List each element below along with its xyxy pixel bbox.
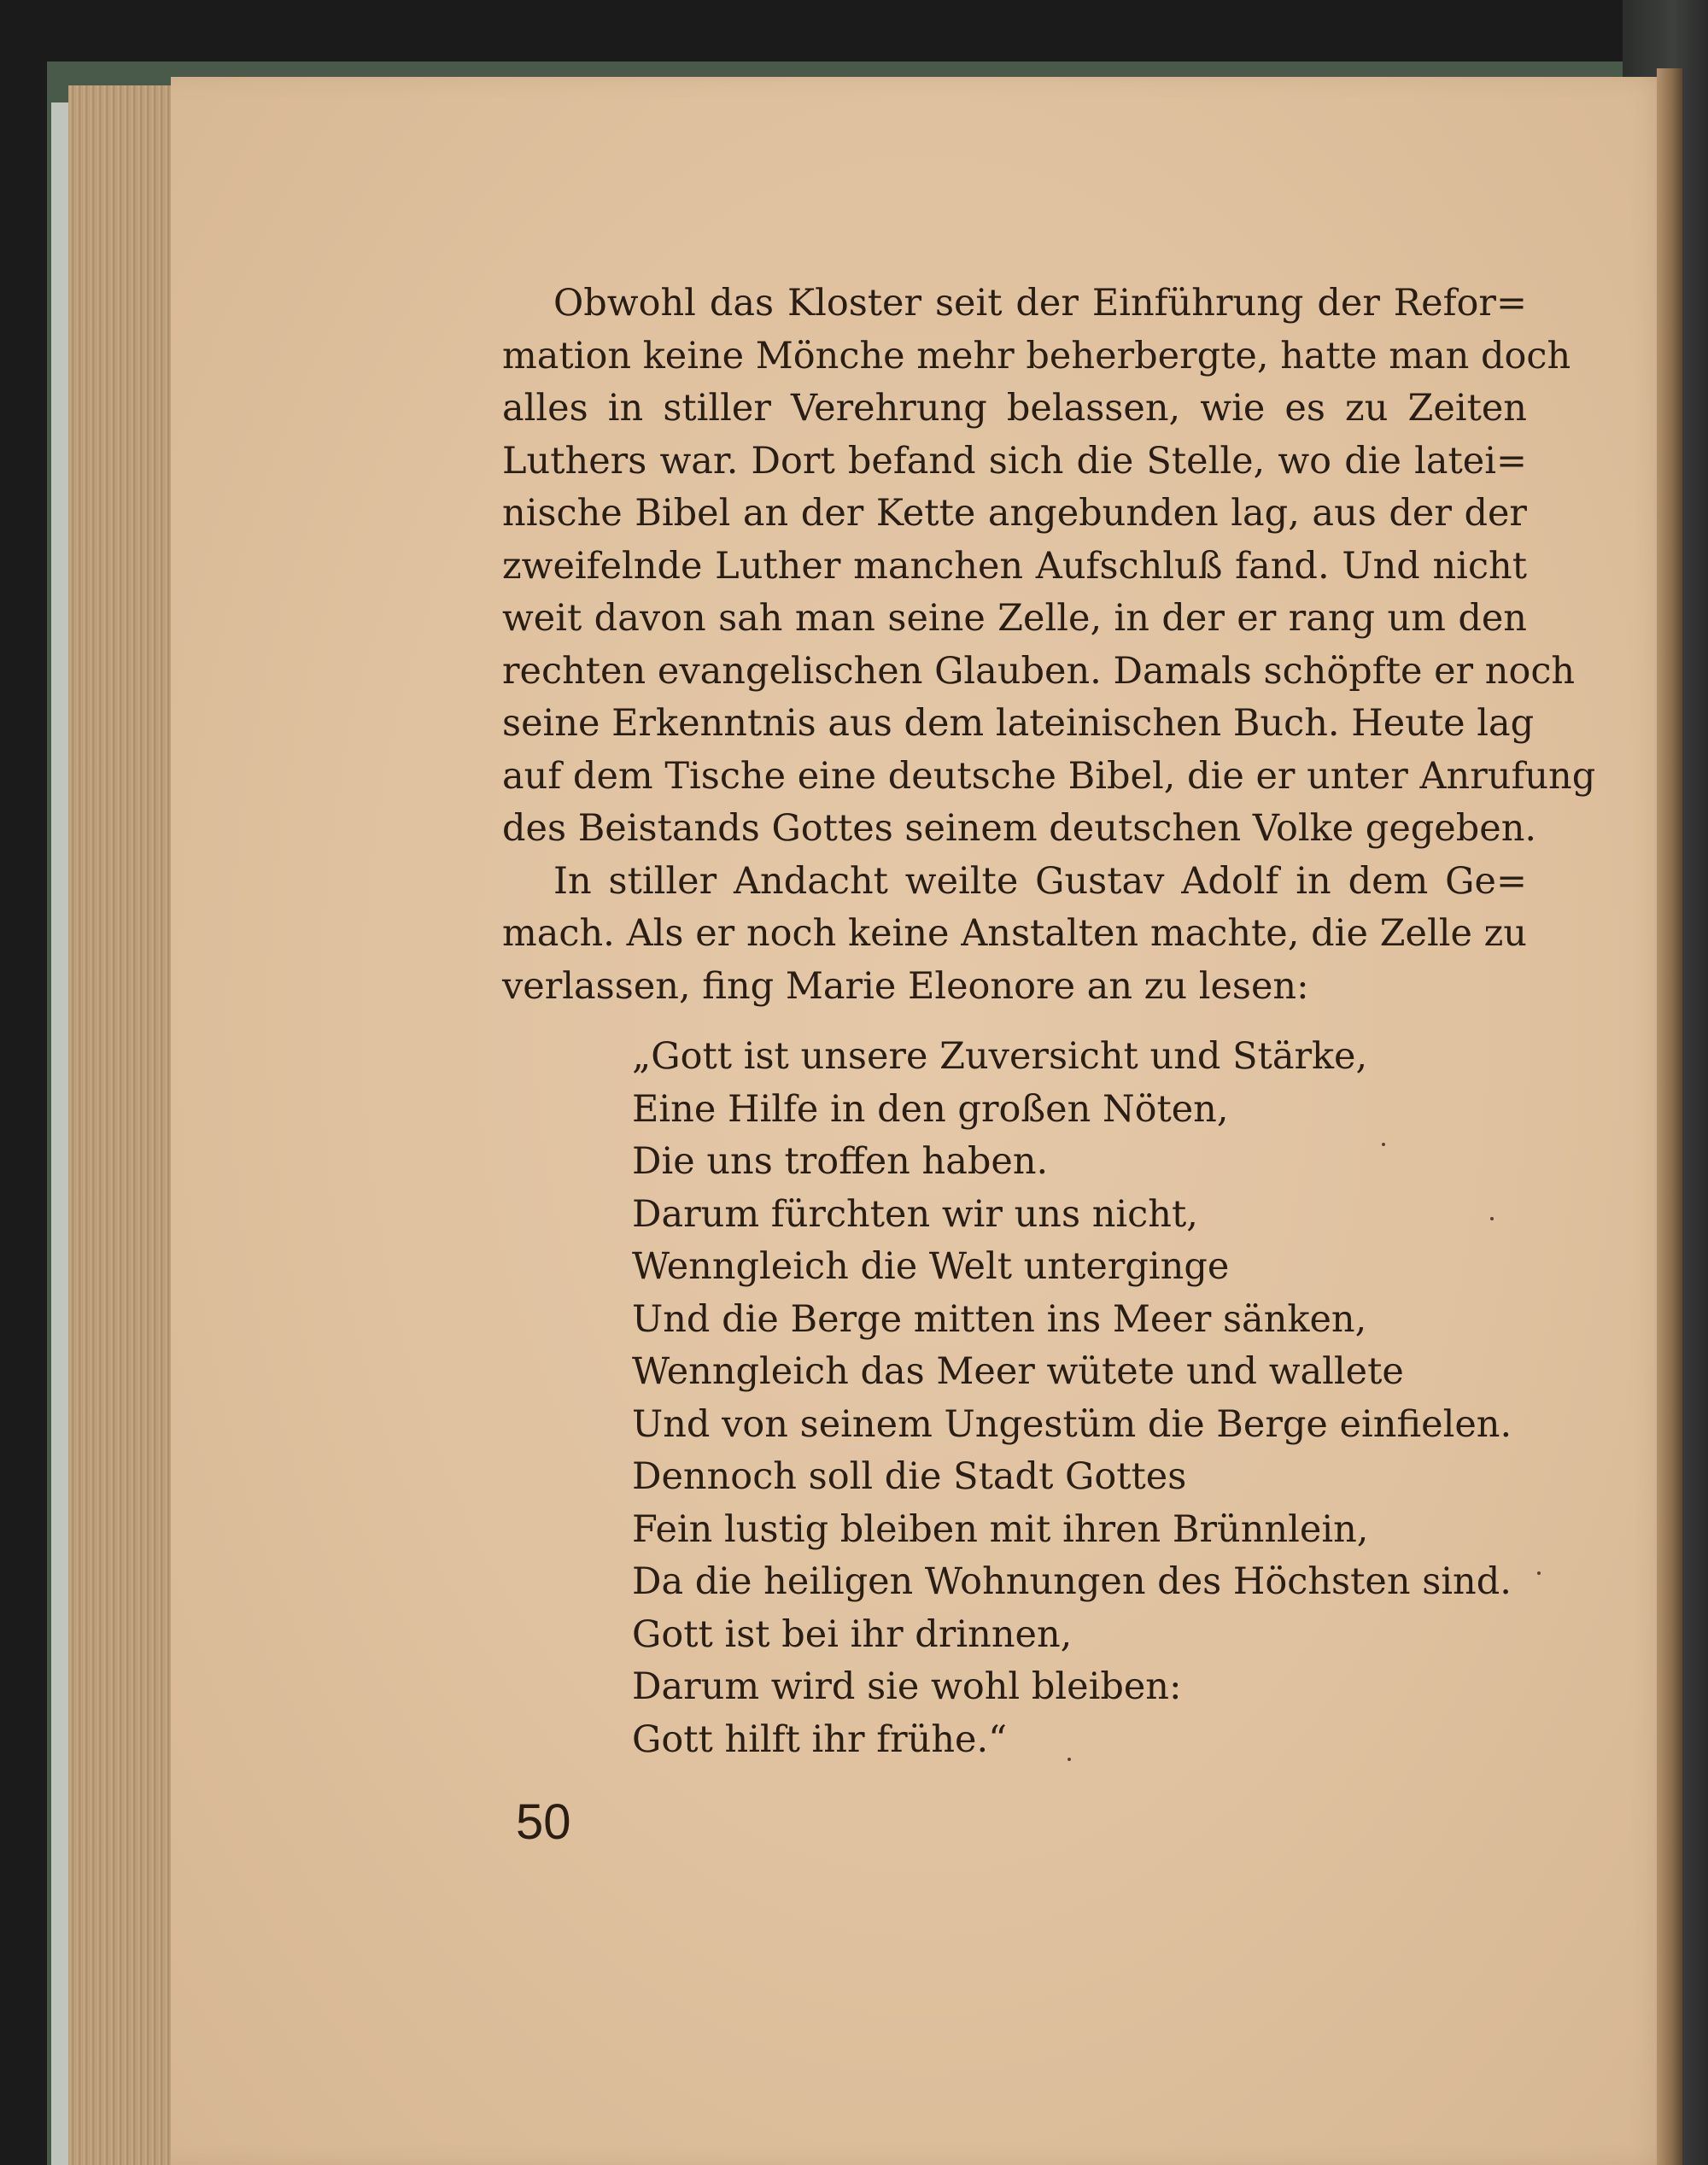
prose-line: Luthers war. Dort befand sich die Stelle, wo die latei= — [502, 439, 1527, 483]
prose-line: mach. Als er noch keine Anstalten machte, die Zelle zu — [502, 912, 1527, 955]
verse-line: Und von seinem Ungestüm die Berge einfielen. — [632, 1402, 1512, 1446]
verse-line: Die uns troffen haben. — [632, 1140, 1049, 1183]
verse-line: Und die Berge mitten ins Meer sänken, — [632, 1297, 1367, 1341]
verse-line: Darum wird sie wohl bleiben: — [632, 1665, 1182, 1708]
page-stack-edges — [68, 85, 188, 2165]
page-gutter — [1657, 68, 1682, 2165]
prose-line: mation keine Mönche mehr beherbergte, hatte man doch — [502, 334, 1571, 377]
prose-line: nische Bibel an der Kette angebunden lag, aus der der — [502, 492, 1527, 535]
paper-speck — [1068, 1758, 1071, 1761]
prose-line: verlassen, fing Marie Eleonore an zu lesen: — [502, 964, 1309, 1008]
prose-line: auf dem Tische eine deutsche Bibel, die er unter Anrufung — [502, 754, 1596, 798]
verse-line: Eine Hilfe in den großen Nöten, — [632, 1087, 1229, 1131]
verse-line: Gott ist bei ihr drinnen, — [632, 1612, 1073, 1656]
prose-line: des Beistands Gottes seinem deutschen Volke gegeben. — [502, 807, 1537, 850]
paper-speck — [1490, 1217, 1494, 1220]
paper-speck — [1382, 1143, 1385, 1146]
verse-line: Darum fürchten wir uns nicht, — [632, 1192, 1198, 1236]
verse-line: Dennoch soll die Stadt Gottes — [632, 1455, 1187, 1498]
prose-line: weit davon sah man seine Zelle, in der er rang um den — [502, 597, 1527, 640]
verse-line: Wenngleich die Welt unterginge — [632, 1245, 1230, 1288]
paper-speck — [1537, 1571, 1541, 1575]
verse-line: „Gott ist unsere Zuversicht und Stärke, — [632, 1035, 1368, 1078]
prose-line: alles in stiller Verehrung belassen, wie es zu Zeiten — [502, 387, 1527, 430]
verse-line: Wenngleich das Meer wütete und wallete — [632, 1350, 1404, 1393]
psalm-quote — [632, 1031, 1512, 1766]
verse-line: Da die heiligen Wohnungen des Höchsten sind. — [632, 1560, 1512, 1603]
prose-line: zweifelnde Luther manchen Aufschluß fand. Und nicht — [502, 544, 1527, 588]
page-number: 50 — [516, 1794, 571, 1850]
prose-text — [502, 278, 1596, 1013]
prose-line: In stiller Andacht weilte Gustav Adolf in dem Ge= — [553, 859, 1527, 903]
verse-line: Fein lustig bleiben mit ihren Brünnlein, — [632, 1507, 1369, 1551]
prose-line: Obwohl das Kloster seit der Einführung der Refor= — [553, 282, 1527, 325]
verse-line: Gott hilft ihr frühe.“ — [632, 1717, 1008, 1761]
prose-line: seine Erkenntnis aus dem lateinischen Buch. Heute lag — [502, 702, 1535, 745]
prose-line: rechten evangelischen Glauben. Damals schöpfte er noch — [502, 649, 1576, 693]
